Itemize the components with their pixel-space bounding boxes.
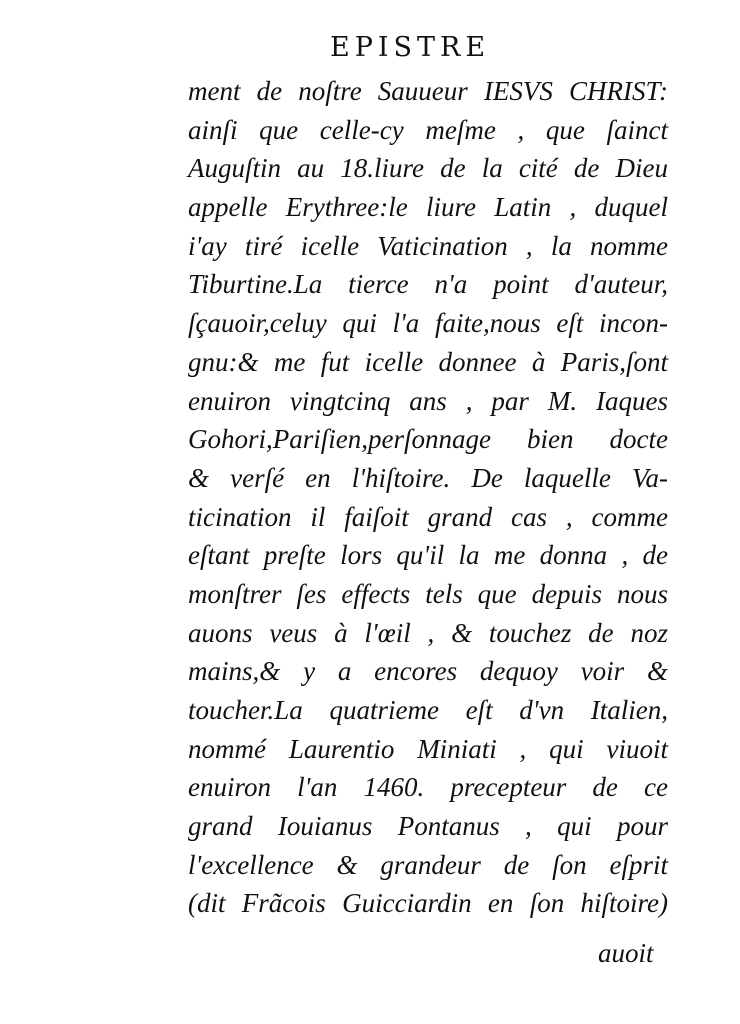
text-line: ticination il faiſoit grand cas , comme: [188, 501, 668, 532]
text-line: nommé Laurentio Miniati , qui viuoit: [188, 733, 668, 764]
text-line: & verſé en l'hiſtoire. De laquelle Va-: [188, 462, 668, 493]
text-line: l'excellence & grandeur de ſon eſprit: [188, 849, 668, 880]
text-line: Gohori,Pariſien,perſonnage bien docte: [188, 424, 668, 455]
text-line: (dit Frãcois Guicciardin en ſon hiſtoire): [188, 888, 668, 919]
text-line: mains,& y a encores dequoy voir &: [188, 656, 668, 687]
text-line: ment de noſtre Sauueur IESVS CHRIST:: [188, 76, 668, 106]
catchword: auoit: [598, 938, 654, 968]
text-line: grand Iouianus Pontanus , qui pour: [188, 811, 668, 842]
text-line: monſtrer ſes effects tels que depuis nous: [188, 578, 668, 609]
text-line: eſtant preſte lors qu'il la me donna , de: [188, 540, 668, 571]
text-line: gnu:& me fut icelle donnee à Paris,ſont: [188, 346, 668, 377]
body-text: [188, 72, 668, 923]
text-line: enuiron vingtcinq ans , par M. Iaques: [188, 385, 668, 416]
text-line: ſçauoir,celuy qui l'a faite,nous eſt incon-: [188, 308, 668, 339]
text-line: auons veus à l'œil , & touchez de noz: [188, 617, 668, 648]
text-line: Auguſtin au 18.liure de la cité de Dieu: [188, 153, 668, 184]
text-line: toucher.La quatrieme eſt d'vn Italien,: [188, 695, 668, 725]
text-line: Tiburtine.La tierce n'a point d'auteur,: [188, 269, 668, 300]
text-line: appelle Erythree:le liure Latin , duquel: [188, 192, 668, 223]
text-line: ainſi que celle-cy meſme , que ſainct: [188, 114, 668, 145]
running-head: EPISTRE: [330, 32, 491, 63]
text-line: i'ay tiré icelle Vaticination , la nomme: [188, 230, 668, 261]
text-line: enuiron l'an 1460. precepteur de ce: [188, 772, 668, 803]
